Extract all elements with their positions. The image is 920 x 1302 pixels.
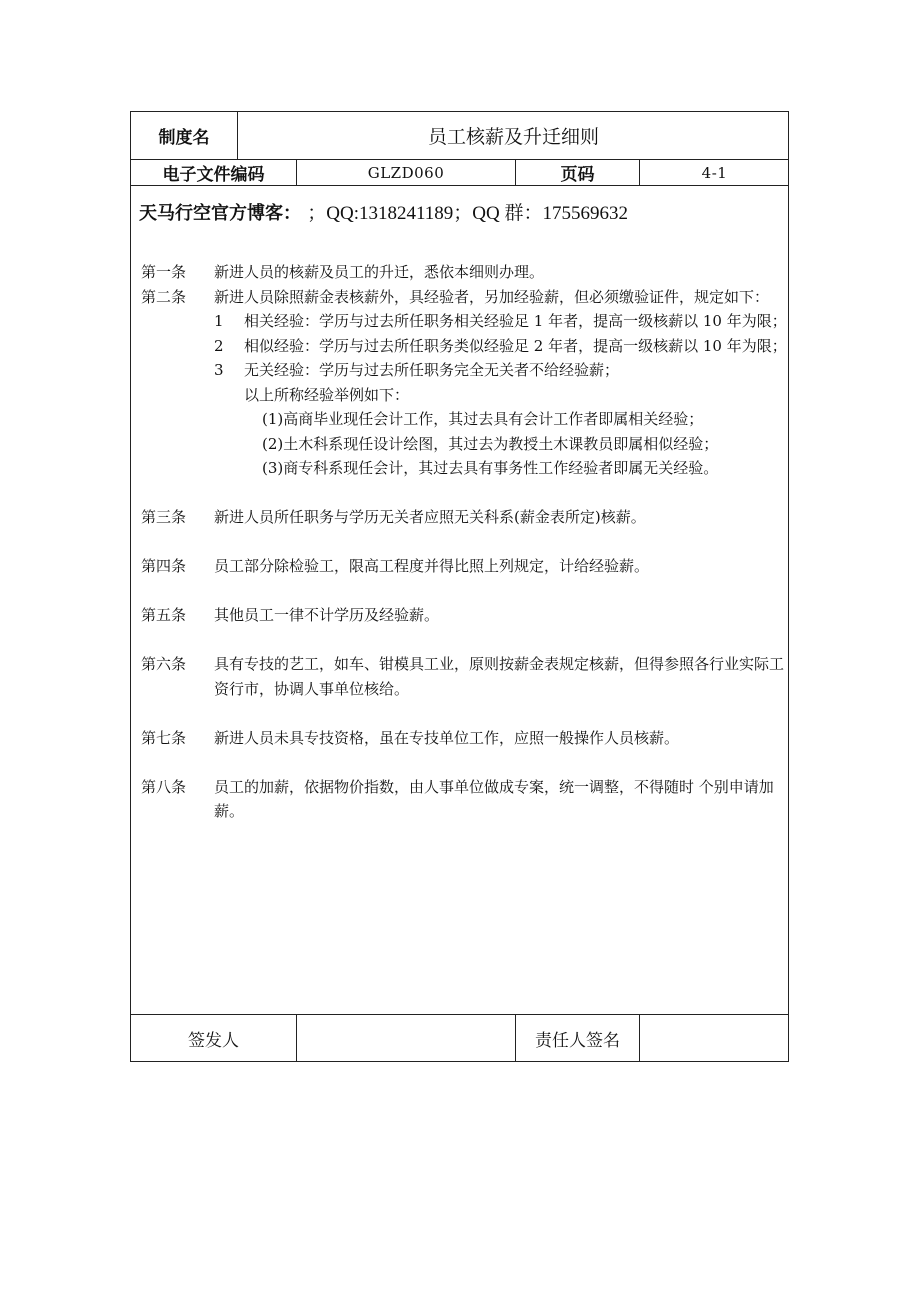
example-item: (2)土木科系现任设计绘图，其过去为教授土木课教员即属相似经验；: [262, 434, 719, 453]
document-body: [141, 260, 789, 824]
article-7: [141, 726, 789, 751]
article-label: 第七条: [141, 728, 187, 747]
article-8: [141, 775, 789, 824]
article-label: 第八条: [141, 777, 187, 796]
example-intro: 以上所称经验举例如下：: [244, 385, 410, 404]
blog-prefix: 天马行空官方博客：: [139, 203, 301, 224]
article-text: 其他员工一律不计学历及经验薪。: [214, 606, 440, 624]
article-text: 员工部分除检验工，限高工程度并得比照上列规定，计给经验薪。: [214, 557, 650, 575]
responsible-label: 责任人签名: [535, 1031, 620, 1051]
article-label: 第三条: [141, 508, 187, 526]
responsible-signature-field[interactable]: [640, 1015, 789, 1062]
list-item: [214, 358, 789, 383]
article-text: 新进人员除照薪金表核薪外，具经验者，另加经验薪，但必须缴验证件，规定如下：: [214, 287, 770, 306]
article-2-items: [214, 309, 789, 481]
list-item: [214, 334, 789, 359]
article-text: 新进人员的核薪及员工的升迁，悉依本细则办理。: [214, 263, 545, 281]
blog-contact-line: [139, 198, 628, 225]
document-title: 员工核薪及升迁细则: [427, 126, 599, 148]
item-number: 2: [214, 336, 224, 355]
policy-name-label: 制度名: [158, 128, 210, 148]
article-label: 第六条: [141, 655, 187, 673]
item-text: 相似经验：学历与过去所任职务类似经验足 2 年者，提高一级核薪以 10 年为限；: [244, 336, 787, 355]
file-code-value: GLZD060: [367, 163, 445, 182]
article-2: [141, 285, 789, 310]
article-label: 第一条: [141, 263, 187, 281]
item-text: 无关经验：学历与过去所任职务完全无关者不给经验薪；: [244, 361, 620, 379]
document-form: [130, 111, 789, 1062]
list-item: [214, 309, 789, 334]
page-value: 4-1: [701, 163, 728, 182]
article-label: 第五条: [141, 606, 187, 624]
article-1: [141, 260, 789, 285]
item-text: 相关经验：学历与过去所任职务相关经验足 1 年者，提高一级核薪以 10 年为限；: [244, 312, 787, 330]
row-divider: [131, 185, 788, 186]
article-3: [141, 505, 789, 530]
article-6: [141, 652, 789, 701]
article-text: 具有专技的艺工，如车、钳模具工业，原则按薪金表规定核薪，但得参照各行业实际工资行市，协调人事单位核给。: [214, 655, 785, 698]
article-text: 新进人员未具专技资格，虽在专技单位工作，应照一般操作人员核薪。: [214, 728, 680, 747]
issuer-signature-field[interactable]: [297, 1015, 515, 1062]
article-text: 员工的加薪，依据物价指数，由人事单位做成专案，统一调整，不得随时 个别申请加薪。: [214, 777, 774, 820]
file-code-label: 电子文件编码: [162, 165, 265, 185]
article-label: 第四条: [141, 557, 187, 575]
article-label: 第二条: [141, 287, 187, 306]
example-item: (3)商专科系现任会计，其过去具有事务性工作经验者即属无关经验。: [262, 459, 719, 477]
issuer-label: 签发人: [188, 1031, 239, 1051]
example-item: (1)高商毕业现任会计工作，其过去具有会计工作者即属相关经验；: [262, 410, 704, 428]
article-5: [141, 603, 789, 628]
item-number: 1: [214, 312, 224, 330]
article-text: 新进人员所任职务与学历无关者应照无关科系(薪金表所定)核薪。: [214, 508, 646, 526]
qq-contact: ；QQ:1318241189；QQ 群：175569632: [307, 203, 628, 224]
page-label: 页码: [560, 165, 595, 185]
article-4: [141, 554, 789, 579]
item-number: 3: [214, 361, 224, 379]
